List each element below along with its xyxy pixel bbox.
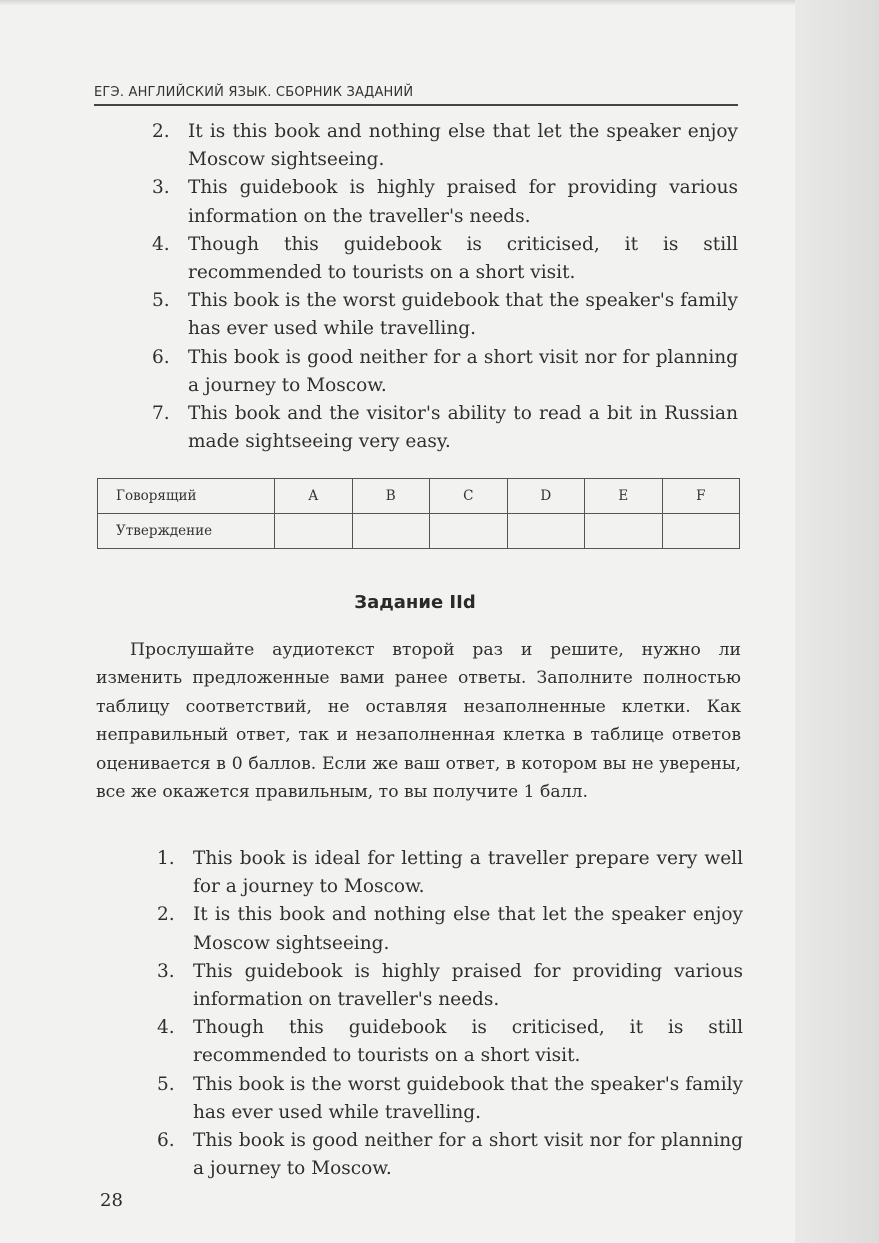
item-number: 6. (157, 1130, 175, 1152)
table-header-statement: Утверждение (98, 514, 275, 549)
item-text: This book and the visitor's ability to read a bit in Russian made sightseeing very easy. (188, 403, 738, 453)
table-cell-answer (585, 514, 663, 549)
item-number: 5. (152, 290, 170, 312)
instructions-paragraph (96, 636, 741, 806)
table-cell-answer (662, 514, 740, 549)
table-cell-speaker: F (662, 479, 740, 514)
list-item (157, 901, 743, 957)
table-cell-speaker: A (275, 479, 353, 514)
page-top-edge (0, 0, 879, 6)
item-number: 2. (152, 121, 170, 142)
list-item (152, 400, 738, 456)
table-row-statements (98, 514, 740, 549)
table-cell-speaker: C (430, 479, 508, 514)
list-item (157, 1127, 743, 1183)
item-number: 1. (157, 848, 175, 869)
list-item (157, 1014, 743, 1070)
table-cell-answer (275, 514, 353, 549)
list-item (152, 118, 738, 174)
statements-list-second (157, 845, 743, 1183)
item-text: Though this guidebook is criticised, it is still recommended to tourists on a short visit. (193, 1017, 743, 1067)
item-text: It is this book and nothing else that let the speaker enjoy Moscow sightseeing. (188, 121, 738, 171)
item-text: It is this book and nothing else that let the speaker enjoy Moscow sightseeing. (193, 904, 743, 954)
list-item (152, 287, 738, 343)
statements-list-first (152, 118, 738, 456)
table-header-speaker: Говорящий (98, 479, 275, 514)
page-right-edge (795, 0, 879, 1243)
item-text: This guidebook is highly praised for providing various information on traveller's needs. (193, 960, 743, 1011)
item-number: 6. (152, 346, 170, 368)
table-cell-speaker: B (352, 479, 430, 514)
task-title: Задание IId (354, 592, 476, 613)
instructions-text: Прослушайте аудиотекст второй раз и решите, нужно ли изменить предложенные вами ранее ответы. Заполните полностью таблицу соответствий, не оставляя незаполненные клетки. Как неправильный ответ, так и незаполненная клетка в таблице ответов оценивается в 0 баллов. Если же ваш ответ, в котором вы не уверены, все же окажется правильным, то вы получите 1 балл. (96, 640, 741, 803)
table-row-speakers (98, 479, 740, 514)
item-number: 3. (152, 177, 170, 199)
answer-table (97, 478, 740, 549)
table-cell-answer (430, 514, 508, 549)
list-item (152, 344, 738, 400)
list-item (157, 1071, 743, 1127)
item-text: This book is ideal for letting a traveller prepare very well for a journey to Moscow. (193, 848, 743, 898)
list-item (152, 231, 738, 287)
list-item (152, 174, 738, 230)
item-number: 7. (152, 403, 170, 425)
table-cell-answer (352, 514, 430, 549)
item-number: 4. (157, 1017, 175, 1039)
item-text: This book is good neither for a short visit nor for planning a journey to Moscow. (193, 1130, 743, 1180)
page-number: 28 (100, 1190, 123, 1211)
table-cell-speaker: E (585, 479, 663, 514)
item-text: This guidebook is highly praised for providing various information on the traveller's needs. (188, 177, 738, 227)
table-cell-speaker: D (507, 479, 585, 514)
item-text: Though this guidebook is criticised, it is still recommended to tourists on a short visit. (188, 233, 738, 284)
running-head: ЕГЭ. АНГЛИЙСКИЙ ЯЗЫК. СБОРНИК ЗАДАНИЙ (94, 84, 738, 106)
table-cell-answer (507, 514, 585, 549)
item-number: 5. (157, 1073, 175, 1095)
item-number: 3. (157, 960, 175, 982)
item-number: 2. (157, 904, 175, 926)
item-text: This book is the worst guidebook that the speaker's family has ever used while travelling. (188, 290, 738, 340)
item-text: This book is the worst guidebook that the speaker's family has ever used while travelling. (193, 1073, 743, 1123)
item-number: 4. (152, 233, 170, 255)
list-item (157, 845, 743, 901)
list-item (157, 958, 743, 1014)
item-text: This book is good neither for a short visit nor for planning a journey to Moscow. (188, 346, 738, 396)
